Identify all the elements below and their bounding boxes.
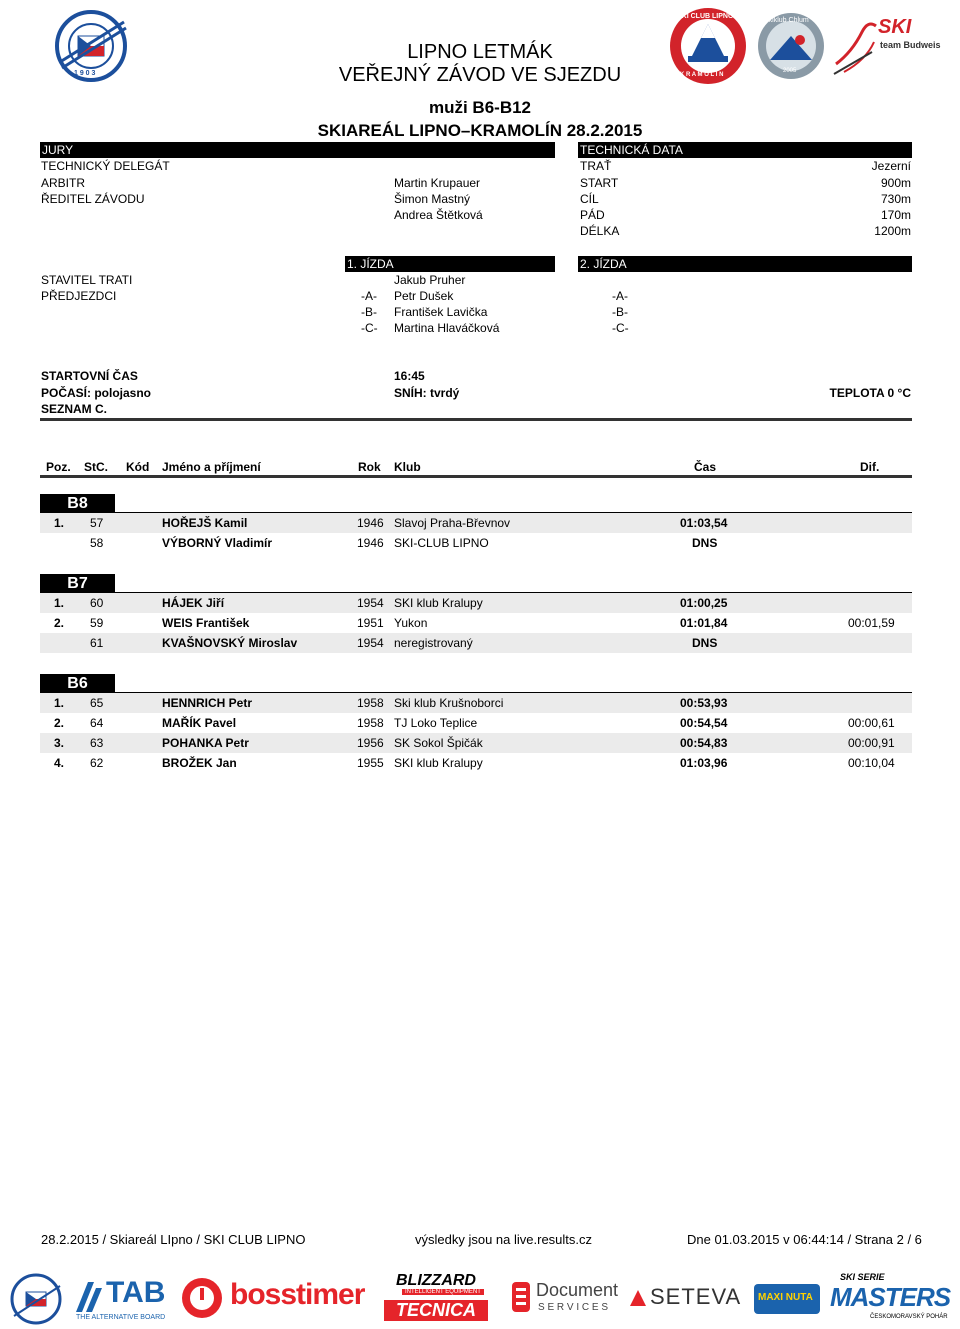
venue-title: SKIAREÁL LIPNO–KRAMOLÍN 28.2.2015 — [317, 121, 643, 140]
skiklub-chlum-text: Skiklub Chlum — [764, 17, 809, 24]
event-subtitle: VEŘEJNÝ ZÁVOD VE SJEZDU — [338, 64, 622, 86]
category-title: muži B6-B12 — [428, 98, 532, 117]
seteva-text: SETEVA — [650, 1284, 742, 1309]
forerunner-code2-c: -C- — [612, 321, 629, 335]
document-sub: S E R V I C E S — [538, 1302, 609, 1313]
result-name: WEIS František — [162, 616, 250, 630]
setter-label: STAVITEL TRATI — [41, 273, 133, 287]
result-rok: 1958 — [357, 696, 384, 710]
category-label: B6 — [40, 674, 115, 694]
result-cas: 00:54,54 — [680, 716, 728, 730]
result-poz: 1. — [54, 596, 65, 610]
result-cas: 01:03,54 — [680, 516, 728, 530]
category-label: B7 — [40, 574, 115, 594]
result-klub: neregistrovaný — [394, 636, 473, 650]
col-cas: Čas — [694, 460, 717, 474]
result-klub: SKI klub Kralupy — [394, 596, 483, 610]
result-klub: SK Sokol Špičák — [394, 736, 483, 750]
result-poz: 2. — [54, 716, 65, 730]
temperature: TEPLOTA 0 °C — [829, 386, 911, 400]
result-cas: DNS — [692, 636, 718, 650]
tech-label-4: PÁD — [580, 208, 605, 222]
setter-name: Jakub Pruher — [394, 273, 466, 287]
run1-bar: 1. JÍZDA — [345, 256, 555, 272]
tech-value-4: 170m — [880, 208, 911, 222]
maxi-nuta-logo — [754, 1284, 820, 1314]
header-divider — [40, 475, 912, 478]
jury-name-3: Šimon Mastný — [394, 192, 471, 206]
col-name: Jméno a příjmení — [162, 460, 261, 474]
blizzard-tecnica-logo — [380, 1272, 496, 1326]
forerunner-code2-b: -B- — [612, 305, 628, 319]
col-rok: Rok — [358, 460, 381, 474]
result-stc: 58 — [90, 536, 104, 550]
bosstimer-text: bosstimer — [230, 1278, 365, 1311]
col-stc: StC. — [84, 460, 108, 474]
blizzard-text: BLIZZARD — [396, 1272, 476, 1289]
run2-bar: 2. JÍZDA — [578, 256, 912, 272]
jury-label-3: ŘEDITEL ZÁVODU — [41, 192, 145, 206]
result-cas: 01:01,84 — [680, 616, 728, 630]
result-dif: 00:10,04 — [848, 756, 895, 770]
jury-label-1: TECHNICKÝ DELEGÁT — [41, 159, 170, 173]
result-rok: 1955 — [357, 756, 384, 770]
blizzard-sub: INTELLIGENT EQUIPMENT — [402, 1289, 484, 1295]
result-name: HOŘEJŠ Kamil — [162, 516, 248, 530]
result-poz: 2. — [54, 616, 65, 630]
result-dif: 00:00,61 — [848, 716, 895, 730]
ski-serie-text: SKI SERIE — [840, 1272, 885, 1282]
forerunner-code-c: -C- — [361, 321, 378, 335]
tab-text: TAB — [106, 1276, 166, 1309]
seteva-logo — [628, 1284, 748, 1316]
result-rok: 1951 — [357, 616, 384, 630]
document-services-logo — [510, 1278, 619, 1322]
ski-team-sub: team Budweis — [880, 40, 941, 50]
tech-label-5: DÉLKA — [580, 224, 620, 238]
ski-team-text: SKI — [878, 16, 912, 38]
forerunner-label: PŘEDJEZDCI — [41, 289, 117, 303]
bosstimer-logo — [180, 1276, 376, 1322]
result-dif: 00:00,91 — [848, 736, 895, 750]
ski-serie-masters-logo — [830, 1272, 956, 1326]
start-time-label: STARTOVNÍ ČAS — [41, 369, 138, 383]
result-klub: SKI-CLUB LIPNO — [394, 536, 489, 550]
conditions-divider — [40, 418, 912, 421]
result-rok: 1954 — [357, 636, 384, 650]
result-klub: Yukon — [394, 616, 428, 630]
result-name: MAŘÍK Pavel — [162, 716, 237, 730]
result-stc: 60 — [90, 596, 104, 610]
forerunner-code2-a: -A- — [612, 289, 628, 303]
event-title: LIPNO LETMÁK — [407, 41, 553, 63]
jury-label-2: ARBITR — [41, 176, 86, 190]
tech-value-3: 730m — [880, 192, 911, 206]
result-name: BROŽEK Jan — [162, 756, 237, 770]
svaz-lyzaru-small-logo — [8, 1272, 64, 1326]
result-stc: 64 — [90, 716, 104, 730]
result-rok: 1954 — [357, 596, 384, 610]
tab-logo — [74, 1276, 168, 1324]
result-name: KVAŠNOVSKÝ Miroslav — [162, 636, 298, 650]
forerunner-name-c: Martina Hlaváčková — [394, 321, 500, 335]
result-name: POHANKA Petr — [162, 736, 249, 750]
forerunner-code-b: -B- — [361, 305, 377, 319]
result-cas: 01:03,96 — [680, 756, 728, 770]
result-poz: 3. — [54, 736, 65, 750]
kramolin-text: K R A M O L Í N — [680, 72, 724, 78]
result-dif: 00:01,59 — [848, 616, 895, 630]
ski-club-lipno-text: SKI CLUB LIPNO — [677, 13, 734, 20]
svaz-year: 1 9 0 3 — [74, 70, 96, 77]
result-stc: 62 — [90, 756, 104, 770]
result-stc: 57 — [90, 516, 104, 530]
tech-value-2: 900m — [880, 176, 911, 190]
footer-left: 28.2.2015 / Skiareál LIpno / SKI CLUB LIPNO — [41, 1232, 306, 1247]
result-stc: 65 — [90, 696, 104, 710]
result-poz: 1. — [54, 696, 65, 710]
tech-label-3: CÍL — [580, 192, 599, 206]
col-dif: Dif. — [860, 460, 880, 474]
result-cas: 00:53,93 — [680, 696, 728, 710]
tech-value-1: Jezerní — [871, 159, 911, 173]
category-label: B8 — [40, 494, 115, 514]
tab-sub: THE ALTERNATIVE BOARD — [76, 1314, 166, 1321]
result-stc: 63 — [90, 736, 104, 750]
tech-label-2: START — [580, 176, 619, 190]
forerunner-code-a: -A- — [361, 289, 377, 303]
jury-name-4: Andrea Štětková — [394, 208, 483, 222]
result-klub: Ski klub Krušnoborci — [394, 696, 504, 710]
result-rok: 1956 — [357, 736, 384, 750]
list-label: SEZNAM C. — [41, 402, 107, 416]
result-name: VÝBORNÝ Vladimír — [162, 536, 273, 550]
weather: POČASÍ: polojasno — [41, 386, 152, 400]
forerunner-name-a: Petr Dušek — [394, 289, 454, 303]
result-klub: Slavoj Praha-Břevnov — [394, 516, 511, 530]
col-poz: Poz. — [46, 460, 71, 474]
result-poz: 4. — [54, 756, 65, 770]
start-time: 16:45 — [394, 369, 425, 383]
tech-value-5: 1200m — [874, 224, 911, 238]
col-kod: Kód — [126, 460, 150, 474]
forerunner-name-b: František Lavička — [394, 305, 488, 319]
chlum-year: 2005 — [783, 68, 797, 74]
result-cas: 00:54,83 — [680, 736, 728, 750]
masters-sub: ČESKOMORAVSKÝ POHÁR — [870, 1314, 948, 1320]
result-cas: 01:00,25 — [680, 596, 728, 610]
result-stc: 59 — [90, 616, 104, 630]
result-cas: DNS — [692, 536, 718, 550]
result-klub: TJ Loko Teplice — [394, 716, 478, 730]
result-name: HENNRICH Petr — [162, 696, 253, 710]
result-stc: 61 — [90, 636, 104, 650]
masters-text: MASTERS — [830, 1282, 951, 1312]
result-rok: 1946 — [357, 536, 384, 550]
jury-name-2: Martin Krupauer — [394, 176, 481, 190]
maxi-nuta-text: MAXI NUTA — [758, 1292, 813, 1303]
tecnica-text: TECNICA — [384, 1300, 488, 1321]
footer-center: výsledky jsou na live.results.cz — [415, 1232, 593, 1247]
jury-bar: JURY — [40, 142, 555, 158]
result-poz: 1. — [54, 516, 65, 530]
col-klub: Klub — [394, 460, 421, 474]
footer-right: Dne 01.03.2015 v 06:44:14 / Strana 2 / 6 — [687, 1232, 922, 1247]
result-klub: SKI klub Kralupy — [394, 756, 483, 770]
tech-data-bar: TECHNICKÁ DATA — [578, 142, 912, 158]
result-rok: 1946 — [357, 516, 384, 530]
document-text: Document — [536, 1280, 619, 1300]
result-name: HÁJEK Jiří — [162, 596, 225, 610]
snow: SNÍH: tvrdý — [394, 386, 460, 400]
result-rok: 1958 — [357, 716, 384, 730]
tech-label-1: TRAŤ — [580, 159, 612, 173]
